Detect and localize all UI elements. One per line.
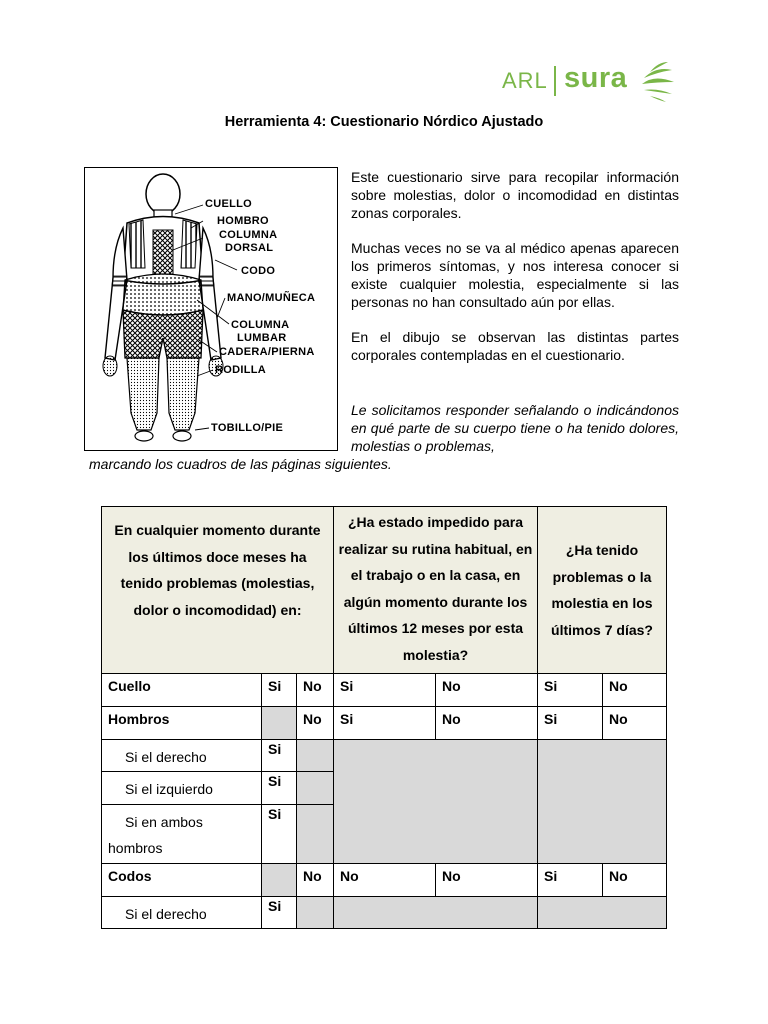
arl-sura-logo (502, 58, 678, 104)
table-row-cuello (102, 674, 667, 707)
label-columna-dorsal-2: DORSAL (225, 242, 274, 254)
row-label-codos: Codos (102, 864, 262, 897)
shaded-cell (334, 897, 538, 929)
cuello-no-checkbox[interactable]: No (297, 674, 334, 707)
hombros-impedido-no-checkbox[interactable]: No (436, 707, 538, 740)
label-tobillo-pie: TOBILLO/PIE (211, 422, 284, 434)
intro-paragraph-3: En el dibujo se observan las distintas partes corporales contempladas en el cuestionario. (351, 329, 679, 363)
codo-derecho-si-checkbox[interactable]: Si (262, 897, 297, 929)
label-rodilla: RODILLA (215, 364, 266, 376)
cuello-7dias-no-checkbox[interactable]: No (603, 674, 667, 707)
shaded-block-impedido (334, 740, 538, 864)
logo-divider (554, 66, 556, 96)
header-problems-12-months: En cualquier momento durante los últimos doce meses ha tenido problemas (molestias, dolor o incomodidad) en: (102, 507, 334, 674)
codos-no-checkbox[interactable]: No (297, 864, 334, 897)
cuello-7dias-si-checkbox[interactable]: Si (538, 674, 603, 707)
label-codo: CODO (241, 265, 276, 277)
label-mano-muneca: MANO/MUÑECA (227, 292, 316, 304)
intro-paragraph-2: Muchas veces no se va al médico apenas aparecen los primeros síntomas, y nos interesa conocer si existe cualquier molestia, especialmente si las personas no han consultado aún por ellas. (351, 240, 679, 310)
shaded-block-7dias (538, 740, 667, 864)
questionnaire-table (101, 506, 667, 929)
hombros-impedido-si-checkbox[interactable]: Si (334, 707, 436, 740)
row-label-codo-derecho: Si el derecho (102, 897, 262, 929)
table-header-row (102, 507, 667, 674)
cuello-impedido-si-checkbox[interactable]: Si (334, 674, 436, 707)
cuello-impedido-no-checkbox[interactable]: No (436, 674, 538, 707)
label-hombro: HOMBRO (217, 215, 269, 227)
leaf-icon (640, 60, 678, 104)
codos-impedido-no-checkbox-1[interactable]: No (334, 864, 436, 897)
codos-7dias-si-checkbox[interactable]: Si (538, 864, 603, 897)
shaded-cell (538, 897, 667, 929)
table-row-hombro-derecho (102, 740, 667, 772)
hombros-7dias-no-checkbox[interactable]: No (603, 707, 667, 740)
intro-paragraph-1: Este cuestionario sirve para recopilar información sobre molestias, dolor o incomodidad en distintas zonas corporales. (351, 169, 679, 221)
codos-impedido-no-checkbox-2[interactable]: No (436, 864, 538, 897)
shaded-cell (297, 740, 334, 772)
hombro-derecho-si-checkbox[interactable]: Si (262, 740, 297, 772)
label-columna-lumbar-2: LUMBAR (237, 332, 287, 344)
document-title: Herramienta 4: Cuestionario Nórdico Ajustado (224, 114, 544, 130)
logo-arl-text: ARL (502, 68, 548, 93)
row-label-hombros-ambos: Si en ambos hombros (102, 805, 262, 864)
label-cuello: CUELLO (205, 198, 253, 210)
hombro-izquierdo-si-checkbox[interactable]: Si (262, 772, 297, 805)
intro-paragraph-4: Le solicitamos responder señalando o indicándonos en qué parte de su cuerpo tiene o ha tenido dolores, molestias o problemas, (351, 402, 679, 454)
shaded-cell (297, 897, 334, 929)
codos-si-shaded-cell (262, 864, 297, 897)
codos-7dias-no-checkbox[interactable]: No (603, 864, 667, 897)
label-columna-lumbar-1: COLUMNA (231, 319, 290, 331)
hombros-si-shaded-cell (262, 707, 297, 740)
label-cadera-pierna: CADERA/PIERNA (219, 346, 315, 358)
table-row-codos (102, 864, 667, 897)
intro-paragraph-4-tail: marcando los cuadros de las páginas siguientes. (89, 456, 392, 472)
hombros-no-checkbox[interactable]: No (297, 707, 334, 740)
hombros-ambos-si-checkbox[interactable]: Si (262, 805, 297, 864)
row-label-hombro-izquierdo: Si el izquierdo (102, 772, 262, 805)
shaded-cell (297, 772, 334, 805)
table-row-hombros (102, 707, 667, 740)
row-label-hombros: Hombros (102, 707, 262, 740)
cuello-si-checkbox[interactable]: Si (262, 674, 297, 707)
table-row-codo-derecho (102, 897, 667, 929)
label-columna-dorsal-1: COLUMNA (219, 229, 278, 241)
logo-sura-text: sura (564, 62, 628, 94)
shaded-cell (297, 805, 334, 864)
header-last-7-days: ¿Ha tenido problemas o la molestia en los últimos 7 días? (538, 507, 667, 674)
hombros-7dias-si-checkbox[interactable]: Si (538, 707, 603, 740)
row-label-cuello: Cuello (102, 674, 262, 707)
intro-text (351, 168, 679, 381)
human-body-back-view (85, 168, 337, 450)
body-diagram (84, 167, 338, 451)
header-impeded-12-months: ¿Ha estado impedido para realizar su rutina habitual, en el trabajo o en la casa, en algún momento durante los últimos 12 meses por esta molestia? (334, 507, 538, 674)
row-label-hombro-derecho: Si el derecho (102, 740, 262, 772)
